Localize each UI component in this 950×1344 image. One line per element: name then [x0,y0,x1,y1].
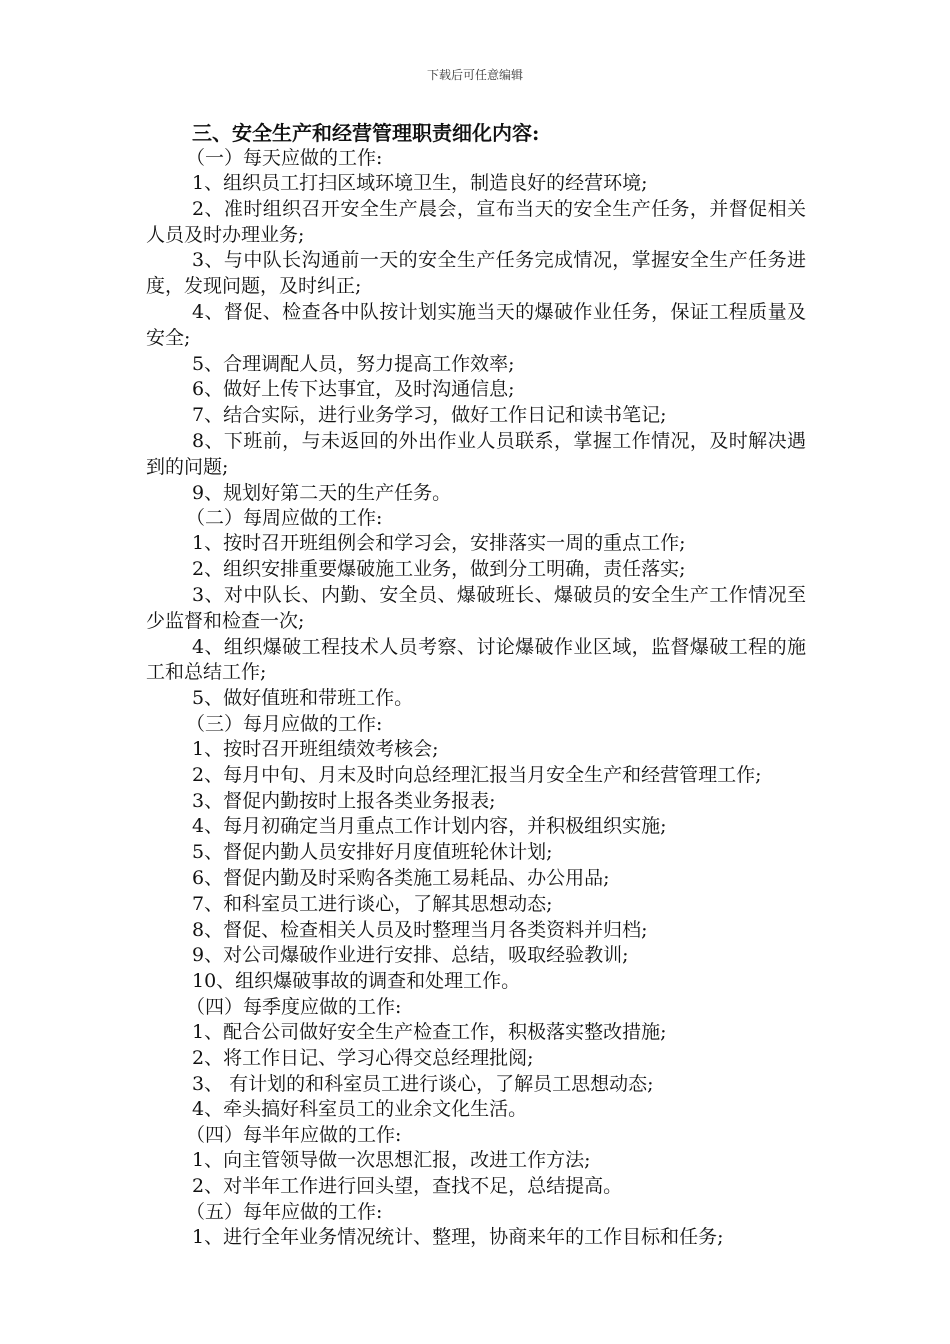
list-item: 9、规划好第二天的生产任务。 [192,481,452,504]
list-item: 8、督促、检查相关人员及时整理当月各类资料并归档; [192,918,648,941]
list-item: 3、与中队长沟通前一天的安全生产任务完成情况，掌握安全生产任务进度，发现问题，及时纠正; [146,249,806,298]
section [146,146,806,506]
list-item: 1、按时召开班组例会和学习会，安排落实一周的重点工作; [192,532,686,555]
section-title: （四）每半年应做的工作: [186,1124,402,1147]
list-item: 2、每月中旬、月末及时向总经理汇报当月安全生产和经营管理工作; [192,763,762,786]
section [146,506,806,712]
document-body [146,120,806,1250]
list-item: 5、做好值班和带班工作。 [192,687,414,710]
list-item: 1、组织员工打扫区域环境卫生，制造良好的经营环境; [192,172,648,194]
section-title: （五）每年应做的工作: [186,1200,383,1223]
section-title: （二）每周应做的工作: [186,507,383,530]
section-title: （一）每天应做的工作: [186,147,383,169]
list-item: 10、组织爆破事故的调查和处理工作。 [192,970,521,993]
list-item: 4、组织爆破工程技术人员考察、讨论爆破作业区域，监督爆破工程的施工和总结工作; [146,635,806,684]
list-item: 3、对中队长、内勤、安全员、爆破班长、爆破员的安全生产工作情况至少监督和检查一次; [146,583,806,632]
list-item: 6、做好上传下达事宜，及时沟通信息; [192,378,515,401]
list-item: 4、牵头搞好科室员工的业余文化生活。 [192,1098,528,1121]
sections-container [146,146,806,1250]
list-item: 2、组织安排重要爆破施工业务，做到分工明确，责任落实; [192,558,686,581]
list-item: 1、进行全年业务情况统计、整理，协商来年的工作目标和任务; [192,1225,724,1248]
list-item: 2、准时组织召开安全生产晨会，宣布当天的安全生产任务，并督促相关人员及时办理业务; [146,197,806,246]
list-item: 9、对公司爆破作业进行安排、总结，吸取经验教训; [192,944,629,967]
section [146,1200,806,1251]
list-item: 7、和科室员工进行谈心，了解其思想动态; [192,892,553,915]
section [146,995,806,1123]
section [146,712,806,995]
section-title: （四）每季度应做的工作: [186,995,402,1018]
list-item: 4、督促、检查各中队按计划实施当天的爆破作业任务，保证工程质量及安全; [146,300,806,349]
list-item: 7、结合实际，进行业务学习，做好工作日记和读书笔记; [192,404,667,427]
document-heading: 三、安全生产和经营管理职责细化内容: [192,121,540,145]
page-header-note: 下载后可任意编辑 [426,68,523,82]
list-item: 2、将工作日记、学习心得交总经理批阅; [192,1046,534,1069]
section-title: （三）每月应做的工作: [186,712,383,735]
list-item: 3、 有计划的和科室员工进行谈心，了解员工思想动态; [192,1072,654,1095]
list-item: 3、督促内勤按时上报各类业务报表; [192,789,496,812]
section [146,1123,806,1200]
list-item: 5、合理调配人员，努力提高工作效率; [192,352,515,375]
list-item: 2、对半年工作进行回头望，查找不足，总结提高。 [192,1174,623,1197]
list-item: 5、督促内勤人员安排好月度值班轮休计划; [192,841,553,864]
list-item: 1、配合公司做好安全生产检查工作，积极落实整改措施; [192,1020,667,1043]
list-item: 1、向主管领导做一次思想汇报，改进工作方法; [192,1149,591,1172]
list-item: 1、按时召开班组绩效考核会; [192,737,439,760]
list-item: 8、下班前，与未返回的外出作业人员联系，掌握工作情况，及时解决遇到的问题; [146,429,806,478]
list-item: 6、督促内勤及时采购各类施工易耗品、办公用品; [192,866,610,889]
list-item: 4、每月初确定当月重点工作计划内容，并积极组织实施; [192,815,667,838]
